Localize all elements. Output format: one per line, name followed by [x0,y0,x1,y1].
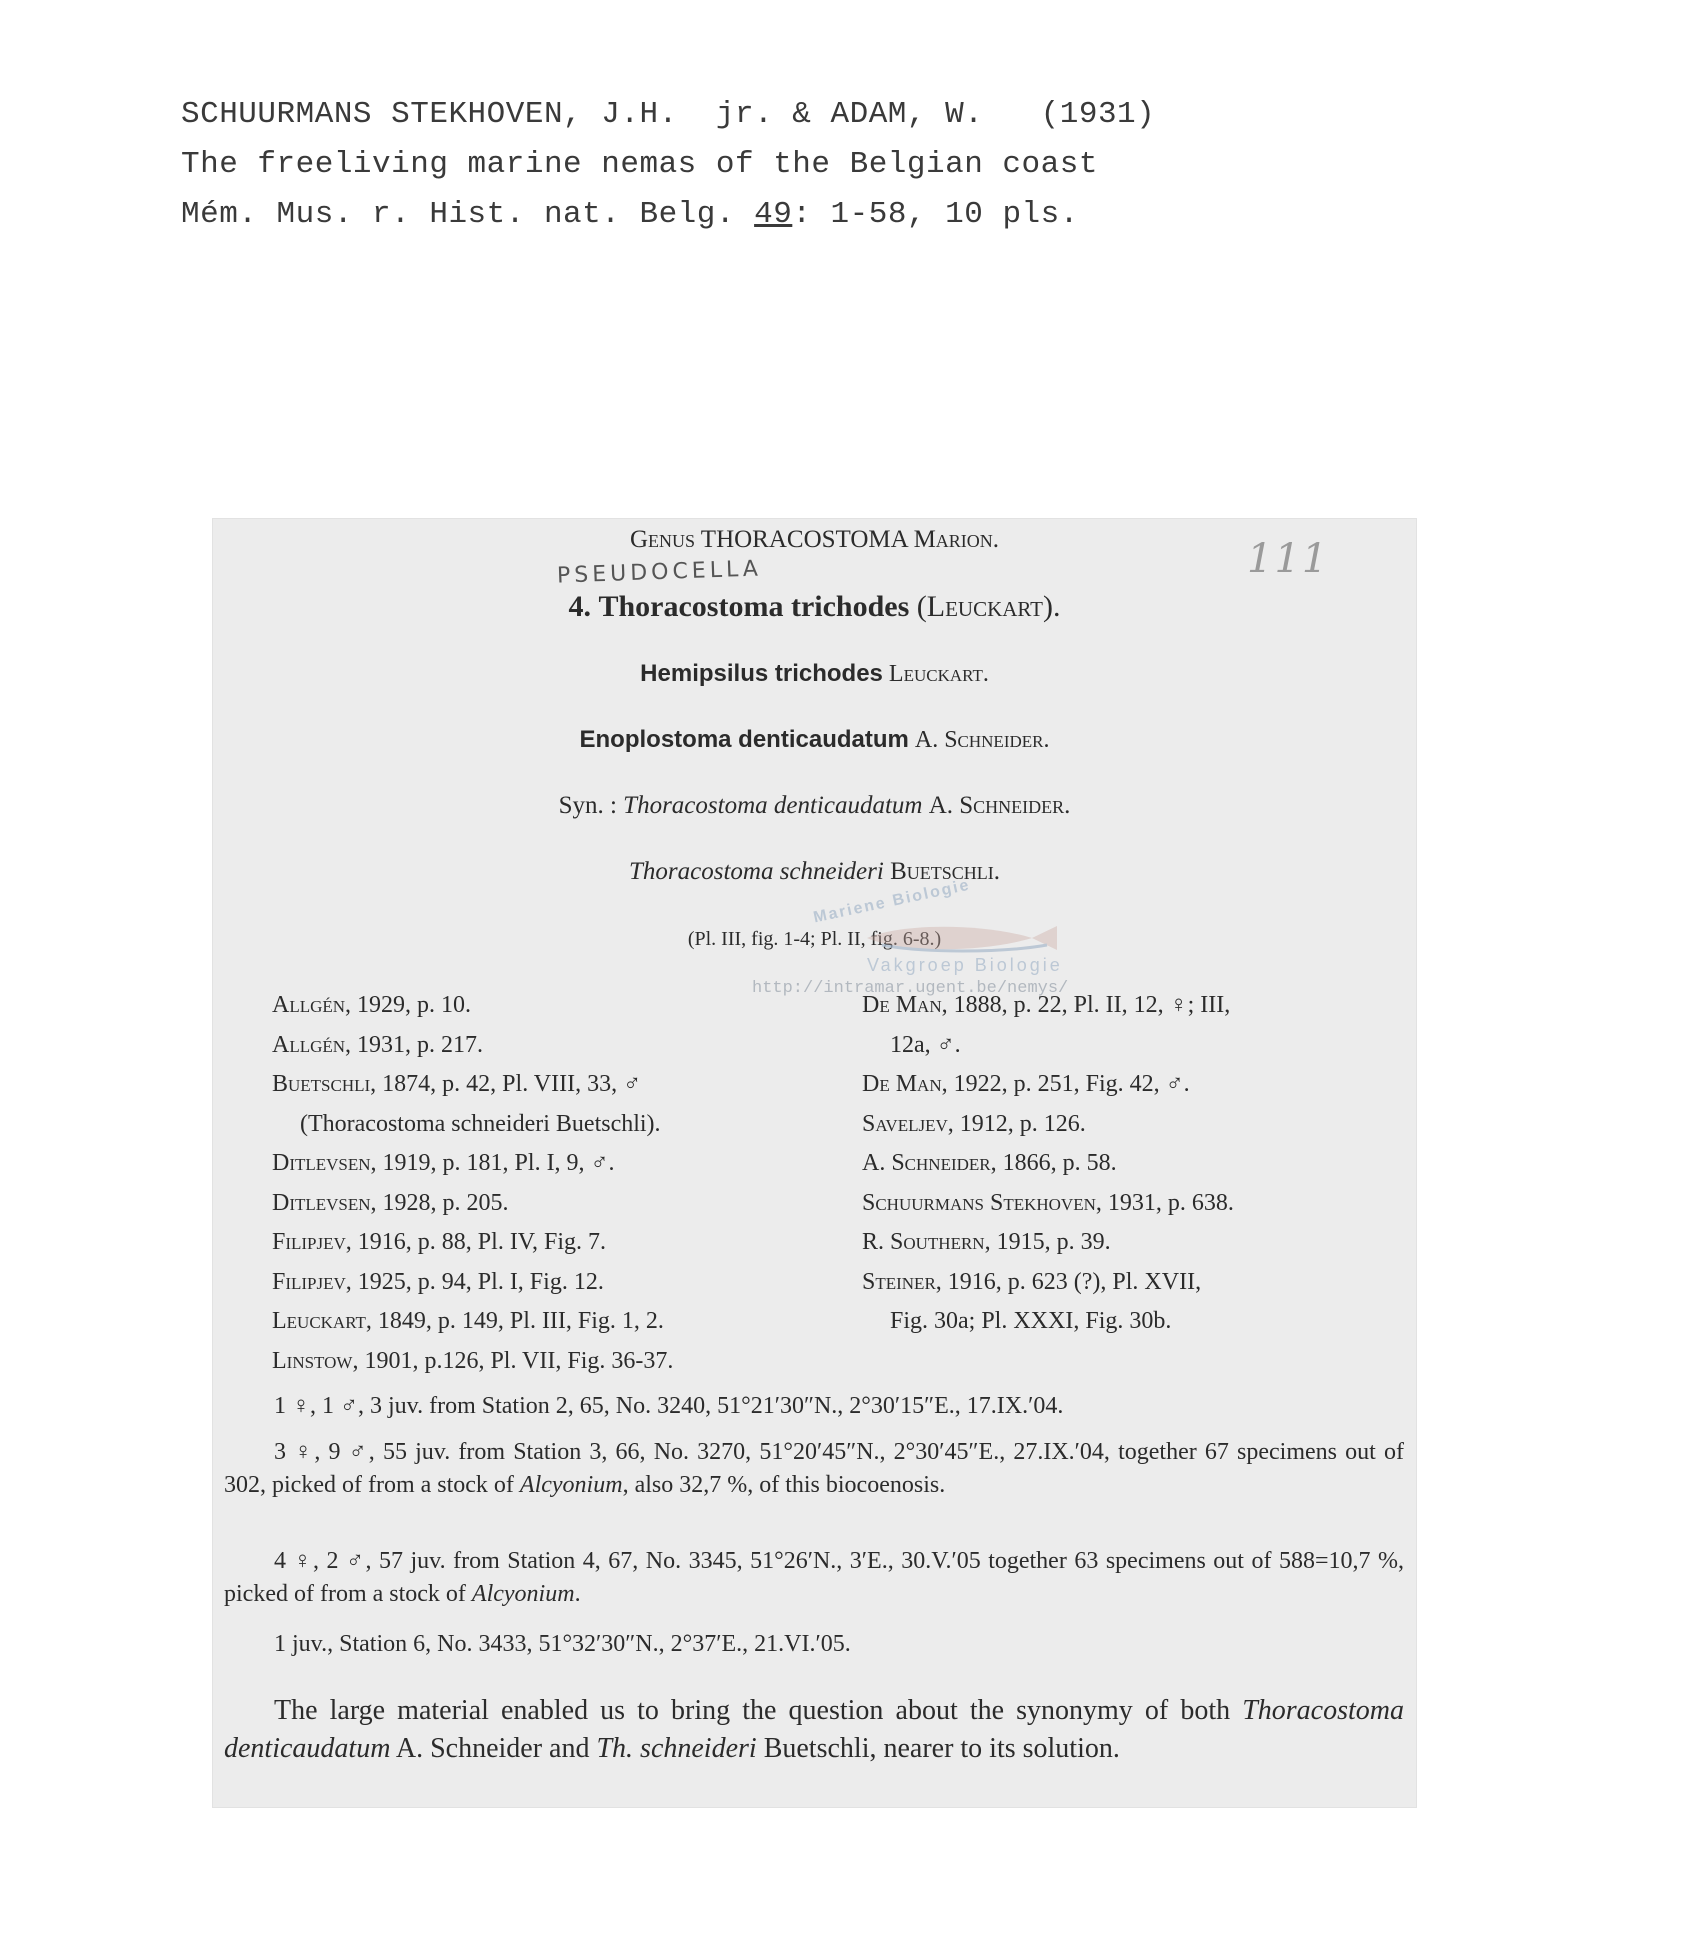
watermark-middle-text: Vakgroep Biologie [867,955,1063,975]
reference-item [862,1223,1234,1263]
reference-author: Schuurmans Stekhoven [862,1189,1096,1216]
reference-item [272,1184,673,1224]
reference-item [272,1144,673,1184]
synonym-2-author: A. Schneider. [914,727,1050,753]
reference-author: Linstow [272,1347,353,1374]
reference-item [862,1184,1234,1224]
reference-author: Filipjev [272,1268,346,1295]
reference-item [272,1302,673,1342]
reference-detail: , 1928, p. 205. [370,1189,509,1216]
record-2-taxon: Alcyonium [519,1472,623,1498]
synonym-3-name: Thoracostoma denticaudatum [623,792,923,819]
reference-detail: , 1912, p. 126. [947,1110,1086,1137]
reference-detail: , 1866, p. 58. [990,1150,1117,1176]
species-number: 4. [568,590,591,623]
synonym-1-author: Leuckart. [888,661,989,687]
reference-detail: , 1874, p. 42, Pl. VIII, 33, ♂ [370,1071,642,1097]
reference-detail: , 1925, p. 94, Pl. I, Fig. 12. [345,1268,604,1295]
reference-author: A. Schneider [862,1150,991,1176]
conclusion-paragraph [224,1692,1404,1768]
record-paragraph-1 [224,1390,1404,1423]
reference-detail: , 1901, p.126, Pl. VII, Fig. 36-37. [352,1347,674,1374]
record-2-text: 3 ♀, 9 ♂, 55 juv. from Station 3, 66, No. 3270, 51°20′45″N., 2°30′45″E., 27.IX.′04, together 67 specimens out of 302, picked of from a stock of [224,1439,1404,1498]
species-author: (Leuckart). [916,590,1061,623]
reference-author: Ditlevsen [272,1150,371,1176]
reference-item [272,1342,673,1382]
record-3-tail: . [574,1581,581,1607]
fish-logo-icon [862,923,1062,953]
reference-item [862,1302,1234,1342]
synonym-3-prefix: Syn. : [558,792,617,819]
citation-volume: 49 [754,197,793,232]
citation-title: The freeliving marine nemas of the Belgian coast [181,147,1098,182]
reference-detail: , 1919, p. 181, Pl. I, 9, ♂. [370,1150,615,1176]
record-paragraph-3 [224,1545,1404,1611]
reference-detail: , 1849, p. 149, Pl. III, Fig. 1, 2. [365,1308,664,1334]
reference-author: Allgén [272,992,346,1018]
reference-author: Filipjev [272,1229,346,1255]
reference-item [272,1026,673,1066]
handwritten-page-number: 111 [1247,536,1330,582]
record-paragraph-2 [224,1436,1404,1502]
citation-source [181,190,1281,240]
synonym-4 [212,858,1417,886]
reference-detail: (Thoracostoma schneideri Buetschli). [300,1110,661,1137]
references-right-column [862,986,1234,1342]
synonym-1 [212,660,1417,688]
reference-detail: , 1916, p. 88, Pl. IV, Fig. 7. [345,1229,607,1255]
reference-author: Allgén [272,1031,346,1058]
record-2-tail: , also 32,7 %, of this biocoenosis. [622,1472,946,1498]
reference-author: Saveljev [862,1110,948,1137]
species-heading [212,590,1417,624]
conclusion-tail: Buetschli, nearer to its solution. [756,1733,1120,1764]
conclusion-taxon-2: Th. schneideri [596,1733,757,1764]
watermark-top-text: Mariene Biologie [811,876,972,927]
reference-item [862,1144,1234,1184]
citation-card [181,90,1281,240]
synonym-2-name: Enoplostoma denticaudatum [579,726,909,753]
reference-item [862,986,1234,1026]
references-left-column [272,986,673,1381]
synonym-1-name: Hemipsilus trichodes [640,660,883,687]
synonym-3 [212,792,1417,820]
reference-item [272,1223,673,1263]
reference-detail: , 1922, p. 251, Fig. 42, ♂. [941,1071,1190,1097]
record-3-text: 4 ♀, 2 ♂, 57 juv. from Station 4, 67, No. 3345, 51°26′N., 3′E., 30.V.′05 together 63 specimens out of 588=10,7 %, picked of from a stock of [224,1548,1404,1607]
reference-author: R. Southern [862,1229,985,1255]
citation-source-suffix: : 1-58, 10 pls. [792,197,1079,232]
reference-item [272,986,673,1026]
record-4-text: 1 juv., Station 6, No. 3433, 51°32′30″N., 2°37′E., 21.VI.′05. [274,1631,851,1657]
watermark-url: http://intramar.ugent.be/nemys/ [752,979,1069,998]
record-3-taxon: Alcyonium [471,1581,575,1607]
genus-heading: Genus THORACOSTOMA Marion. [629,526,1000,553]
citation-source-prefix: Mém. Mus. r. Hist. nat. Belg. [181,197,755,232]
conclusion-text: The large material enabled us to bring the question about the synonymy of both [274,1695,1243,1726]
reference-item [862,1026,1234,1066]
reference-detail: , 1915, p. 39. [984,1229,1111,1255]
synonym-4-author: Buetschli. [890,858,1001,885]
species-name: Thoracostoma trichodes [598,590,910,623]
reference-detail: , 1929, p. 10. [345,992,472,1018]
reference-item [862,1105,1234,1145]
reference-detail: 12a, ♂. [890,1031,961,1058]
synonym-4-name: Thoracostoma schneideri [628,858,884,885]
reference-detail: , 1931, p. 638. [1095,1189,1234,1216]
reference-detail: , 1888, p. 22, Pl. II, 12, ♀; III, [941,992,1231,1018]
conclusion-mid: A. Schneider and [390,1733,597,1764]
reference-author: De Man [862,1071,942,1097]
article-clipping [212,518,1417,1808]
reference-author: Buetschli [272,1071,371,1097]
reference-detail: , 1916, p. 623 (?), Pl. XVII, [935,1268,1202,1295]
citation-authors: SCHUURMANS STEKHOVEN, J.H. jr. & ADAM, W. (1931) [181,97,1156,132]
synonym-3-author: A. Schneider. [928,792,1071,819]
handwritten-genus-note: PSEUDOCELLA [556,556,763,589]
reference-author: Ditlevsen [272,1189,371,1216]
reference-author: De Man [862,992,942,1018]
reference-item [272,1263,673,1303]
record-1-text: 1 ♀, 1 ♂, 3 juv. from Station 2, 65, No. 3240, 51°21′30″N., 2°30′15″E., 17.IX.′04. [274,1393,1064,1419]
reference-author: Leuckart [272,1308,366,1334]
plates-reference: (Pl. III, fig. 1-4; Pl. II, fig. 6-8.) [687,928,942,950]
reference-item [272,1105,673,1145]
synonym-2 [212,726,1417,754]
reference-item [272,1065,673,1105]
conclusion-taxon-1: Thoracostoma denticaudatum [224,1695,1404,1764]
reference-detail: , 1931, p. 217. [345,1031,484,1058]
record-paragraph-4 [224,1628,1404,1661]
reference-item [862,1065,1234,1105]
reference-item [862,1263,1234,1303]
reference-author: Steiner [862,1268,936,1295]
reference-detail: Fig. 30a; Pl. XXXI, Fig. 30b. [890,1308,1172,1334]
